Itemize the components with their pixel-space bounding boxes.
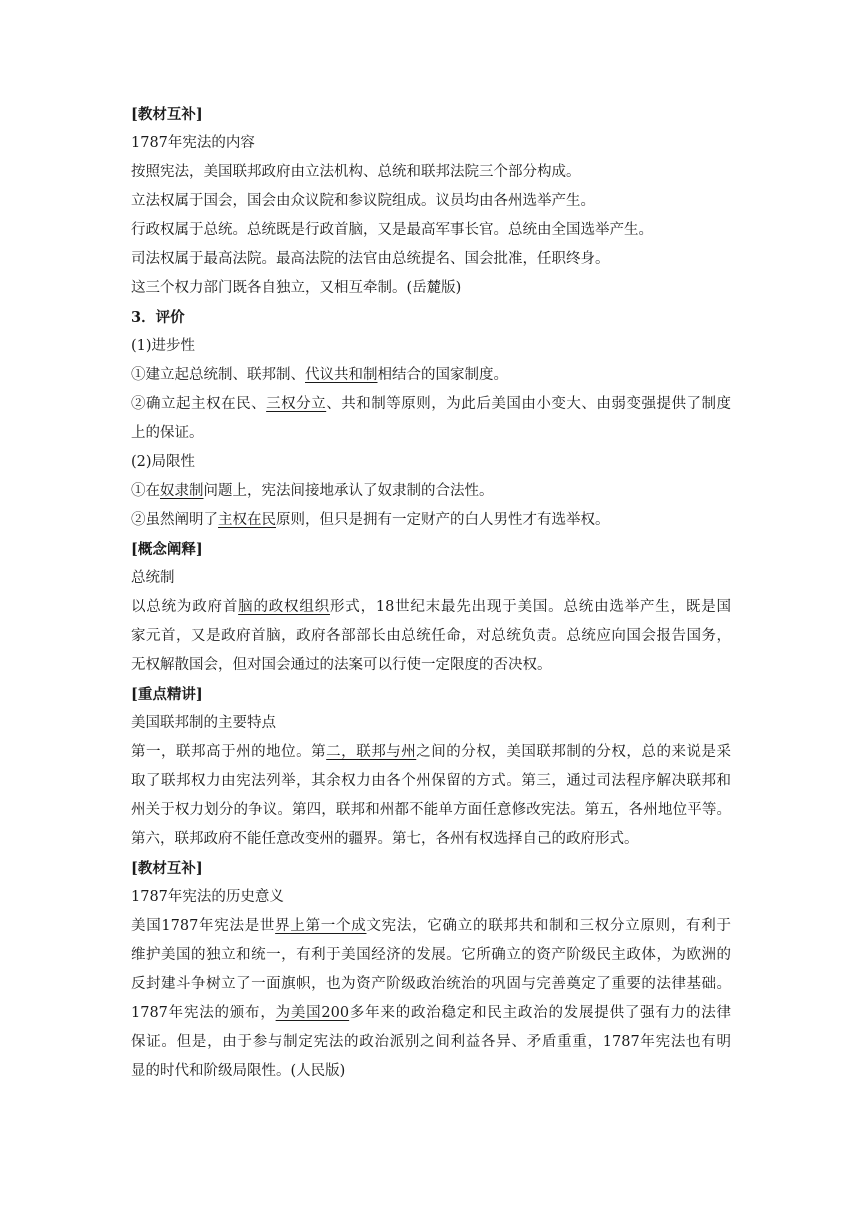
- text: 第一，联邦高于州的地位。第: [131, 744, 327, 760]
- paragraph-line: [131, 738, 731, 767]
- paragraph-line: 第六，联邦政府不能任意改变州的疆界。第七，各州有权选择自己的政府形式。: [131, 831, 639, 847]
- text: 文宪法，它确立的联邦共和制和三权分立原则，有利于: [366, 918, 731, 934]
- underlined-term: 界上第一个成: [275, 918, 367, 934]
- subheading-limitations: (2)局限性: [131, 454, 196, 470]
- underlined-term: 主权在民: [218, 512, 276, 528]
- section-header: [重点精讲]: [131, 686, 203, 703]
- paragraph-line: 行政权属于总统。总统既是行政首脑，又是最高军事长官。总统由全国选举产生。: [131, 222, 653, 238]
- text: 相结合的国家制度。: [377, 367, 508, 383]
- point-2-cont: 上的保证。: [131, 425, 204, 441]
- text: 形式，18世纪末最先出现于美国。总统由选举产生，既是国: [329, 599, 732, 615]
- text: 之间的分权，美国联邦制的分权，总的来说是采: [416, 744, 732, 760]
- text: ①在: [131, 483, 160, 499]
- underlined-term: 为美国200: [275, 1005, 350, 1021]
- paragraph-line: 取了联邦权力由宪法列举，其余权力由各个州保留的方式。第三，通过司法程序解决联邦和: [131, 773, 731, 789]
- text: 原则，但只是拥有一定财产的白人男性才有选举权。: [276, 512, 610, 528]
- paragraph-line: 按照宪法，美国联邦政府由立法机构、总统和联邦法院三个部分构成。: [131, 164, 581, 180]
- text: 多年来的政治稳定和民主政治的发展提供了强有力的法律: [349, 1005, 732, 1021]
- section-title: 总统制: [131, 570, 175, 586]
- paragraph-line: 保证。但是，由于参与制定宪法的政治派别之间利益各异、矛盾重重，1787年宪法也有明: [131, 1034, 731, 1050]
- text: ②确立起主权在民、: [131, 396, 267, 412]
- evaluation-heading: 3．评价: [131, 309, 185, 326]
- paragraph-line: 反封建斗争树立了一面旗帜，也为资产阶级政治统治的巩固与完善奠定了重要的法律基础。: [131, 976, 731, 992]
- underlined-term: 三权分立: [266, 396, 327, 412]
- section-header: [教材互补]: [131, 106, 203, 123]
- paragraph-line: 无权解散国会，但对国会通过的法案可以行使一定限度的否决权。: [131, 657, 552, 673]
- paragraph-line: 立法权属于国会，国会由众议院和参议院组成。议员均由各州选举产生。: [131, 193, 595, 209]
- text: ①建立起总统制、联邦制、: [131, 367, 305, 383]
- section-title: 美国联邦制的主要特点: [131, 715, 276, 731]
- paragraph-line: [131, 593, 731, 622]
- point-3: [131, 477, 731, 506]
- section-header: [教材互补]: [131, 860, 203, 877]
- section-title: 1787年宪法的内容: [131, 135, 255, 151]
- point-4: [131, 506, 731, 535]
- section-header: [概念阐释]: [131, 541, 203, 558]
- text: ②虽然阐明了: [131, 512, 218, 528]
- paragraph-line: 维护美国的独立和统一，有利于美国经济的发展。它所确立的资产阶级民主政体，为欧洲的: [131, 947, 731, 963]
- subheading-progressive: (1)进步性: [131, 338, 196, 354]
- text: 、共和制等原则，为此后美国由小变大、由弱变强提供了制度: [326, 396, 732, 412]
- text: 美国1787年宪法是世: [131, 918, 276, 934]
- text: 以总统为政府首: [131, 599, 239, 615]
- point-1: [131, 361, 731, 390]
- document-page: [131, 100, 731, 1086]
- paragraph-line: 这三个权力部门既各自独立，又相互牵制。(岳麓版): [131, 280, 462, 296]
- underlined-term: 代议共和制: [305, 367, 378, 383]
- paragraph-line: [131, 912, 731, 941]
- underlined-term: 奴隶制: [160, 483, 204, 499]
- paragraph-line: 显的时代和阶级局限性。(人民版): [131, 1063, 346, 1079]
- text: 问题上，宪法间接地承认了奴隶制的合法性。: [203, 483, 494, 499]
- paragraph-line: [131, 999, 731, 1028]
- point-2: [131, 390, 731, 419]
- paragraph-line: 州关于权力划分的争议。第四，联邦和州都不能单方面任意修改宪法。第五，各州地位平等。: [131, 802, 731, 818]
- paragraph-line: 家元首，又是政府首脑，政府各部部长由总统任命，对总统负责。总统应向国会报告国务，: [131, 628, 731, 644]
- underlined-term: 二，联邦与州: [326, 744, 417, 760]
- underlined-term: 脑的政权组织: [238, 599, 330, 615]
- paragraph-line: 司法权属于最高法院。最高法院的法官由总统提名、国会批准，任职终身。: [131, 251, 610, 267]
- text: 1787年宪法的颁布，: [131, 1005, 276, 1021]
- section-title: 1787年宪法的历史意义: [131, 889, 284, 905]
